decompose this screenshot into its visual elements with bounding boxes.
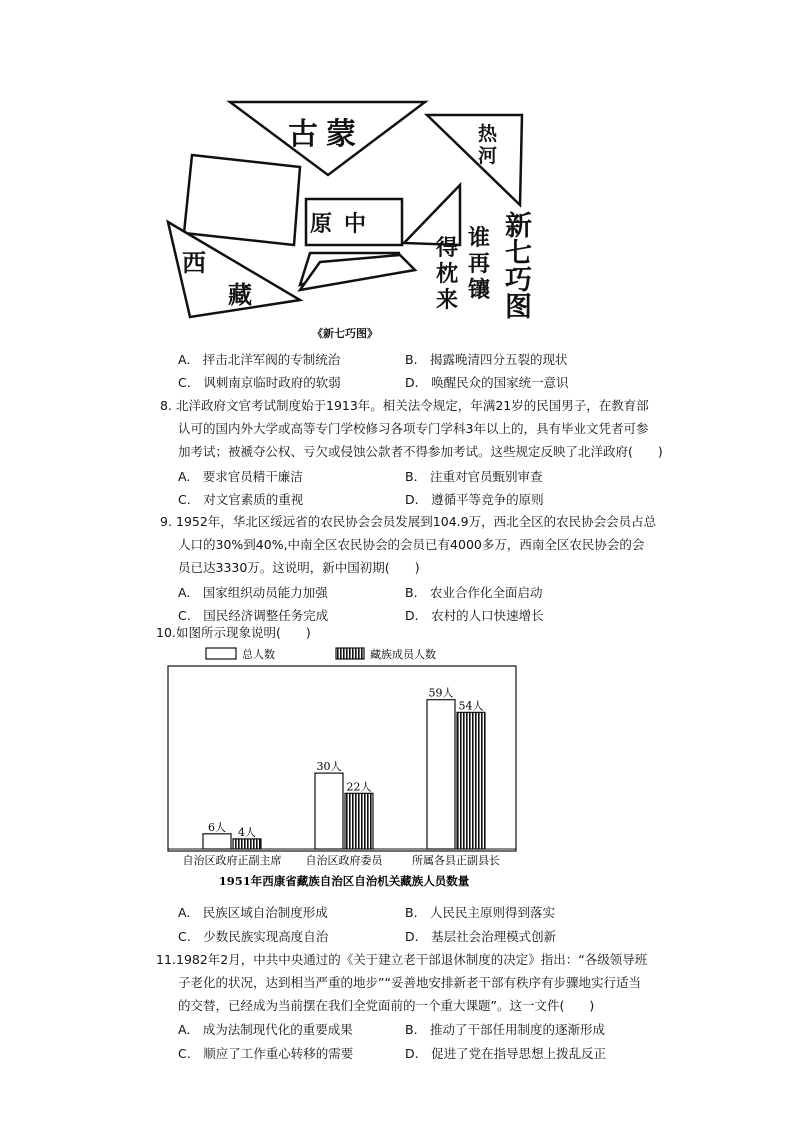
- q11-options-row-1: [178, 1020, 738, 1038]
- category-label-1: 自治区政府委员: [305, 854, 383, 867]
- tangram-piece-left-rect: [184, 155, 300, 245]
- category-label-2: 所属各县正副县长: [412, 854, 500, 867]
- bar-total-label-0: 6人: [208, 820, 226, 834]
- q11-option-b[interactable]: B. 推动了干部任用制度的逐渐形成: [405, 1022, 606, 1037]
- q10-number: 10.: [156, 625, 176, 640]
- q7-option-d[interactable]: D. 唤醒民众的国家统一意识: [405, 375, 569, 390]
- legend-label-total: 总人数: [242, 648, 275, 661]
- bar-total-0: [203, 834, 231, 849]
- q11-stem-line-2: 子老化的状况，达到相当严重的地步”“妥善地安排新老干部有秩序有步骤地实行适当: [178, 975, 641, 990]
- q11-option-a[interactable]: A. 成为法制现代化的重要成果: [178, 1022, 353, 1037]
- tangram-poem-col-2: 谁再镶: [468, 225, 491, 303]
- q8-options-row-2: [178, 490, 738, 508]
- tangram-illustration: [160, 95, 560, 325]
- tangram-label-west-1: 西: [182, 248, 206, 277]
- q8-options-row-1: [178, 467, 738, 485]
- q9-options-row-1: [178, 583, 738, 601]
- q10-option-a[interactable]: A. 民族区域自治制度形成: [178, 905, 328, 920]
- q11-options-row-2: [178, 1044, 738, 1062]
- tangram-label-center: 原中: [310, 211, 379, 237]
- q10-options-row-1: [178, 903, 738, 921]
- tangram-poem-col-3: 得枕来: [436, 235, 459, 313]
- legend-label-tibetan: 藏族成员人数: [370, 648, 436, 661]
- q8-stem-line-3: 加考试；被褫夺公权、亏欠或侵蚀公款者不得参加考试。这些规定反映了北洋政府( ): [178, 444, 663, 459]
- q9-option-b[interactable]: B. 农业合作化全面启动: [405, 585, 543, 600]
- q7-option-b[interactable]: B. 揭露晚清四分五裂的现状: [405, 352, 568, 367]
- tangram-caption: 《新七巧图》: [312, 327, 378, 340]
- bar-tibetan-1: [345, 793, 373, 849]
- tangram-label-top: 古蒙: [288, 117, 364, 152]
- q9-option-d[interactable]: D. 农村的人口快速增长: [405, 608, 544, 623]
- q11-stem-line-1: 1982年2月，中共中央通过的《关于建立老干部退休制度的决定》指出：“各级领导班: [176, 952, 648, 967]
- bar-chart: [160, 642, 530, 892]
- q7-option-a[interactable]: A. 抨击北洋军阀的专制统治: [178, 352, 341, 367]
- q11-option-c[interactable]: C. 顺应了工作重心转移的需要: [178, 1046, 354, 1061]
- q11-option-d[interactable]: D. 促进了党在指导思想上拨乱反正: [405, 1046, 607, 1061]
- q10-option-d[interactable]: D. 基层社会治理模式创新: [405, 929, 557, 944]
- bar-total-1: [315, 773, 343, 849]
- q8-stem-line-2: 认可的国内外大学或高等专门学校修习各项专门学科3年以上的，具有毕业文凭者可参: [178, 421, 649, 436]
- q9-option-c[interactable]: C. 国民经济调整任务完成: [178, 608, 329, 623]
- q7-option-c[interactable]: C. 讽刺南京临时政府的软弱: [178, 375, 341, 390]
- legend-swatch-total: [206, 648, 236, 659]
- q8-number: 8.: [160, 398, 172, 413]
- q11-number: 11.: [156, 952, 176, 967]
- q9-option-a[interactable]: A. 国家组织动员能力加强: [178, 585, 328, 600]
- q9-stem-line-2: 人口的30%到40%,中南全区农民协会的会员已有4000多万，西南全区农民协会的会: [178, 537, 645, 552]
- bar-tibetan-0: [233, 839, 261, 849]
- bar-total-label-1: 30人: [316, 760, 342, 774]
- category-label-0: 自治区政府正副主席: [182, 854, 282, 867]
- chart-title: 1951年西康省藏族自治区自治机关藏族人员数量: [218, 874, 470, 888]
- q10-option-b[interactable]: B. 人民民主原则得到落实: [405, 905, 556, 920]
- q8-stem-line-1: 北洋政府文官考试制度始于1913年。相关法令规定，年满21岁的民国男子，在教育部: [176, 398, 649, 413]
- q9-stem-line-3: 员已达3330万。这说明，新中国初期( ): [178, 560, 420, 575]
- q8-option-b[interactable]: B. 注重对官员甄别审查: [405, 469, 543, 484]
- bar-tibetan-label-1: 22人: [346, 780, 372, 794]
- bar-tibetan-2: [457, 712, 485, 849]
- tangram-piece-right: [427, 115, 522, 205]
- q10-option-c[interactable]: C. 少数民族实现高度自治: [178, 929, 329, 944]
- q9-number: 9.: [160, 514, 172, 529]
- q9-options-row-2: [178, 606, 738, 624]
- bar-chart-svg: [160, 642, 530, 892]
- tangram-label-right: 热河: [478, 123, 498, 167]
- q7-options-row-2: [178, 373, 738, 391]
- q10-stem: 如图所示现象说明( ): [176, 625, 311, 640]
- q8-option-c[interactable]: C. 对文官素质的重视: [178, 492, 304, 507]
- bar-tibetan-label-2: 54人: [458, 699, 484, 713]
- q9-stem-line-1: 1952年，华北区绥远省的农民协会会员发展到104.9万，西北全区的农民协会会员占总: [176, 514, 657, 529]
- q8-option-a[interactable]: A. 要求官员精干廉洁: [178, 469, 303, 484]
- bar-total-label-2: 59人: [428, 686, 454, 700]
- bar-tibetan-label-0: 4人: [238, 825, 256, 839]
- tangram-poem-col-1: 新七巧图: [505, 211, 532, 323]
- q8-option-d[interactable]: D. 遵循平等竞争的原则: [405, 492, 544, 507]
- tangram-label-west-2: 藏: [228, 280, 252, 309]
- legend-swatch-tibetan: [336, 648, 364, 659]
- q11-stem-line-3: 的交替，已经成为当前摆在我们全党面前的一个重大课题”。这一文件( ): [178, 998, 595, 1013]
- q7-options-row-1: [178, 350, 738, 368]
- q10-options-row-2: [178, 927, 738, 945]
- bar-total-2: [427, 700, 455, 849]
